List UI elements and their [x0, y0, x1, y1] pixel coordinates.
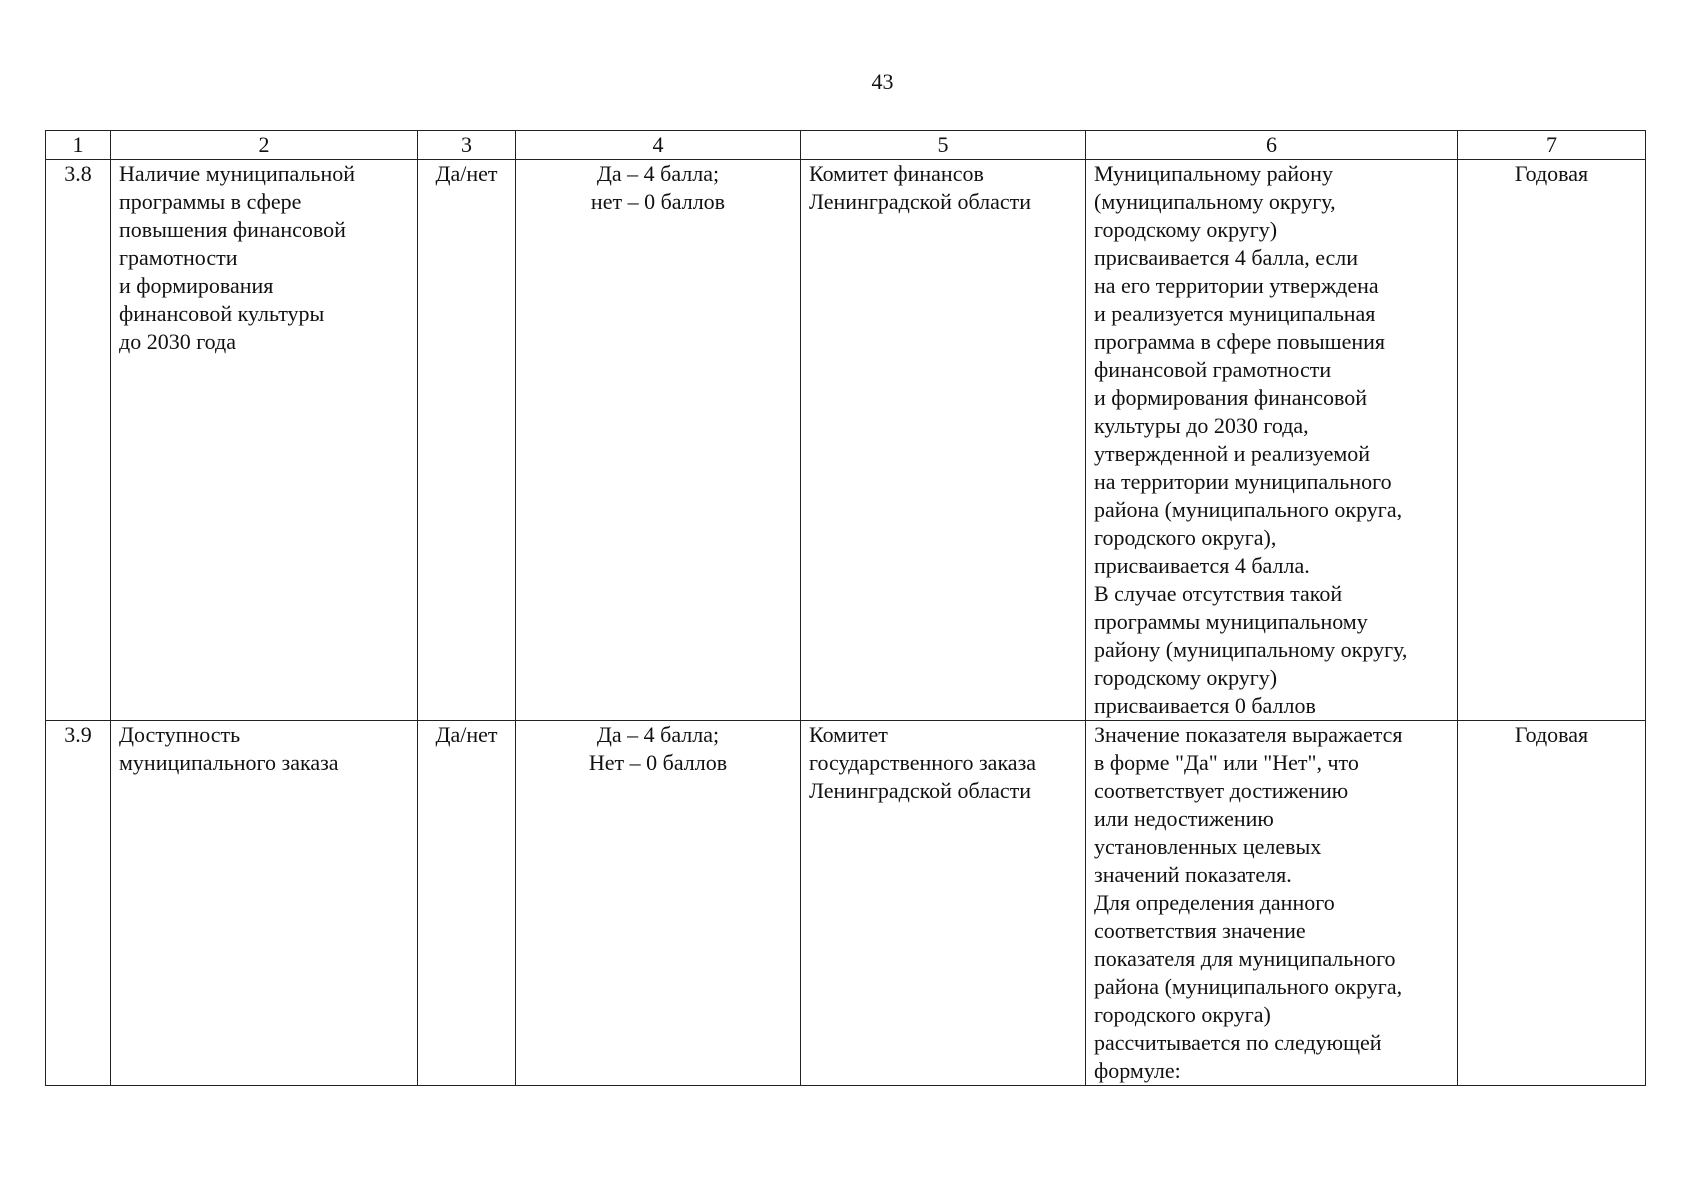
- indicators-table: [45, 130, 1646, 1086]
- reporting-period: Годовая: [1458, 721, 1646, 1086]
- column-header-7: 7: [1458, 131, 1646, 160]
- indicator-scale: Да – 4 балла; нет – 0 баллов: [516, 160, 801, 721]
- page-number: 43: [871, 69, 894, 94]
- indicator-unit: Да/нет: [418, 160, 516, 721]
- row-number: 3.9: [46, 721, 111, 1086]
- column-header-4: 4: [516, 131, 801, 160]
- calculation-method: Значение показателя выражается в форме "Да" или "Нет", что соответствует достижению или недостижению установленных целевых значений показателя. Для определения данного соответствия значение показателя для муниципального района (муниципального округа, городского округа) рассчитывается по следующей формуле:: [1086, 721, 1458, 1086]
- column-header-6: 6: [1086, 131, 1458, 160]
- indicator-name: Доступность муниципального заказа: [111, 721, 418, 1086]
- reporting-period: Годовая: [1458, 160, 1646, 721]
- column-header-5: 5: [801, 131, 1086, 160]
- table-row: [46, 721, 1646, 1086]
- calculation-method: Муниципальному району (муниципальному округу, городскому округу) присваивается 4 балла, если на его территории утверждена и реализуется муниципальная программа в сфере повышения финансовой грамотности и формирования финансовой культуры до 2030 года, утвержденной и реализуемой на территории муниципального района (муниципального округа, городского округа), присваивается 4 балла. В случае отсутствия такой программы муниципальному району (муниципальному округу, городскому округу) присваивается 0 баллов: [1086, 160, 1458, 721]
- column-header-3: 3: [418, 131, 516, 160]
- table-row: [46, 160, 1646, 721]
- indicator-name: Наличие муниципальной программы в сфере повышения финансовой грамотности и формирования финансовой культуры до 2030 года: [111, 160, 418, 721]
- indicator-scale: Да – 4 балла; Нет – 0 баллов: [516, 721, 801, 1086]
- indicator-unit: Да/нет: [418, 721, 516, 1086]
- table-header-row: [46, 131, 1646, 160]
- column-header-2: 2: [111, 131, 418, 160]
- column-header-1: 1: [46, 131, 111, 160]
- responsible-body: Комитет государственного заказа Ленинградской области: [801, 721, 1086, 1086]
- row-number: 3.8: [46, 160, 111, 721]
- responsible-body: Комитет финансов Ленинградской области: [801, 160, 1086, 721]
